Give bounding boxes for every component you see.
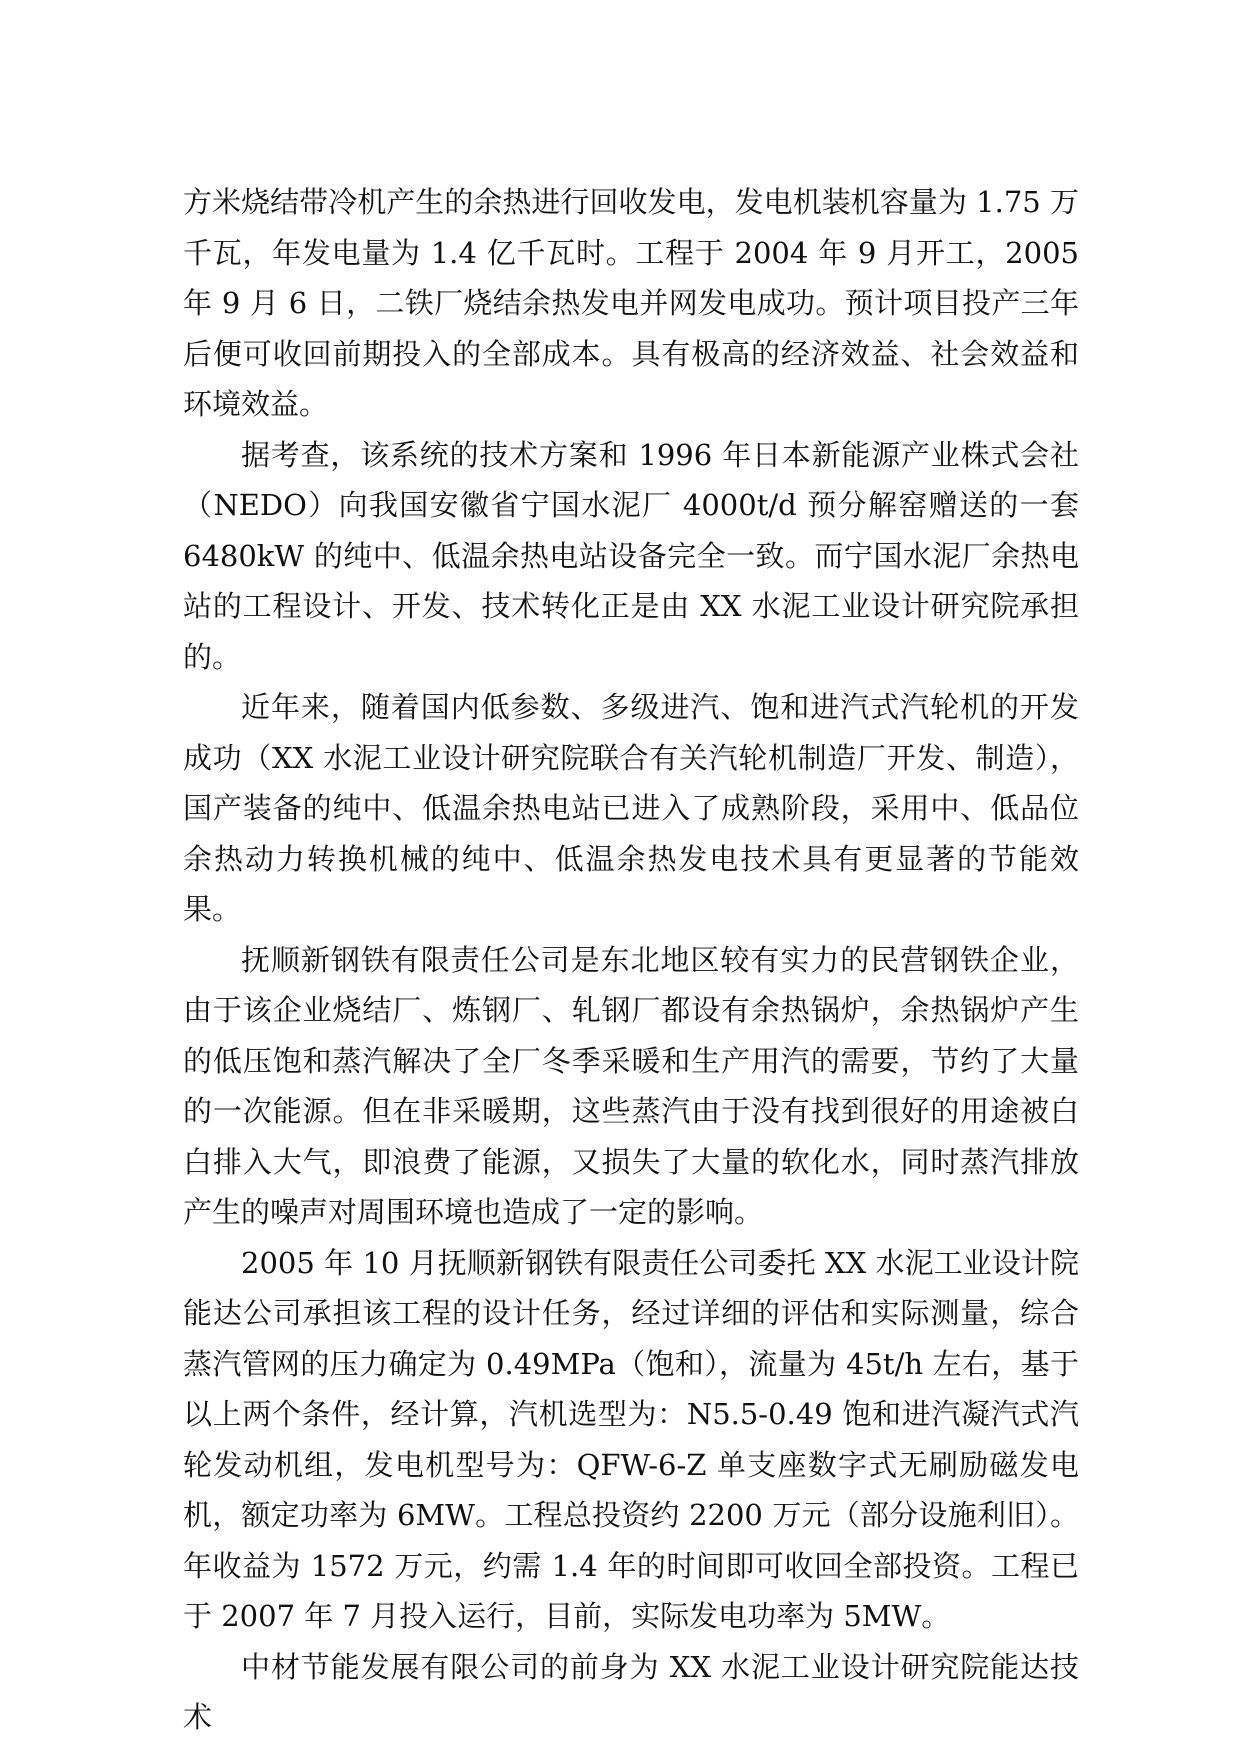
paragraph-3: 近年来，随着国内低参数、多级进汽、饱和进汽式汽轮机的开发成功（XX 水泥工业设计研究院联合有关汽轮机制造厂开发、制造），国产装备的纯中、低温余热电站已进入了成熟阶段，采用中、低品位余热动力转换机械的纯中、低温余热发电技术具有更显著的节能效果。 xyxy=(183,690,1079,926)
paragraph-6: 中材节能发展有限公司的前身为 XX 水泥工业设计研究院能达技术 xyxy=(183,1649,1079,1734)
document-body xyxy=(183,177,1079,1743)
paragraph-2: 据考查，该系统的技术方案和 1996 年日本新能源产业株式会社（NEDO）向我国安徽省宁国水泥厂 4000t/d 预分解窑赠送的一套 6480kW 的纯中、低温余热电站设备完全一致。而宁国水泥厂余热电站的工程设计、开发、技术转化正是由 XX 水泥工业设计研究院承担的。 xyxy=(183,437,1079,674)
paragraph-5: 2005 年 10 月抚顺新钢铁有限责任公司委托 XX 水泥工业设计院能达公司承担该工程的设计任务，经过详细的评估和实际测量，综合蒸汽管网的压力确定为 0.49MPa（饱和），流量为 45t/h 左右，基于以上两个条件，经计算，汽机选型为：N5.5-0.49 饱和进汽凝汽式汽轮发动机组，发电机型号为：QFW-6-Z 单支座数字式无刷励磁发电机，额定功率为 6MW。工程总投资约 2200 万元（部分设施利旧）。年收益为 1572 万元，约需 1.4 年的时间即可收回全部投资。工程已于 2007 年 7 月投入运行，目前，实际发电功率为 5MW。 xyxy=(183,1245,1079,1633)
paragraph-4: 抚顺新钢铁有限责任公司是东北地区较有实力的民营钢铁企业，由于该企业烧结厂、炼钢厂、轧钢厂都设有余热锅炉，余热锅炉产生的低压饱和蒸汽解决了全厂冬季采暖和生产用汽的需要，节约了大量的一次能源。但在非采暖期，这些蒸汽由于没有找到很好的用途被白白排入大气，即浪费了能源，又损失了大量的软化水，同时蒸汽排放产生的噪声对周围环境也造成了一定的影响。 xyxy=(183,942,1079,1229)
paragraph-1: 方米烧结带冷机产生的余热进行回收发电，发电机装机容量为 1.75 万千瓦，年发电量为 1.4 亿千瓦时。工程于 2004 年 9 月开工，2005 年 9 月 6 日，二铁厂烧结余热发电并网发电成功。预计项目投产三年后便可收回前期投入的全部成本。具有极高的经济效益、社会效益和环境效益。 xyxy=(183,185,1079,421)
